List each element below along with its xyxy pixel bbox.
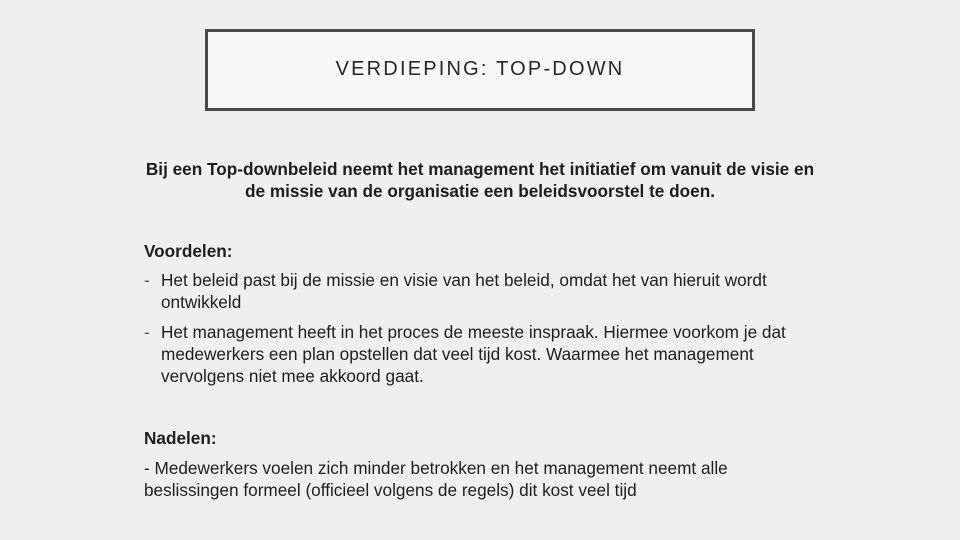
bullet-dash: - [144, 322, 150, 342]
list-item [144, 321, 824, 387]
intro-paragraph: Bij een Top-downbeleid neemt het management het initiatief om vanuit de visie en de missie van de organisatie een beleidsvoorstel te doen. [145, 159, 815, 201]
title-box [205, 29, 755, 111]
list-item-text: Het management heeft in het proces de meeste inspraak. Hiermee voorkom je dat medewerkers een plan opstellen dat veel tijd kost. Waarmee het management vervolgens niet mee akkoord gaat. [161, 322, 786, 386]
list-item-text: Het beleid past bij de missie en visie van het beleid, omdat het van hieruit wordt ontwikkeld [161, 270, 767, 312]
bullet-dash: - [144, 270, 150, 290]
nadelen-heading: Nadelen: [144, 428, 217, 448]
nadelen-text: - Medewerkers voelen zich minder betrokken en het management neemt alle beslissingen formeel (officieel volgens de regels) dit kost veel tijd [144, 458, 728, 500]
voordelen-list [144, 269, 824, 387]
list-item [144, 269, 824, 313]
slide-title: VERDIEPING: TOP-DOWN [335, 57, 625, 80]
voordelen-heading: Voordelen: [144, 241, 233, 261]
slide-content [144, 158, 824, 501]
